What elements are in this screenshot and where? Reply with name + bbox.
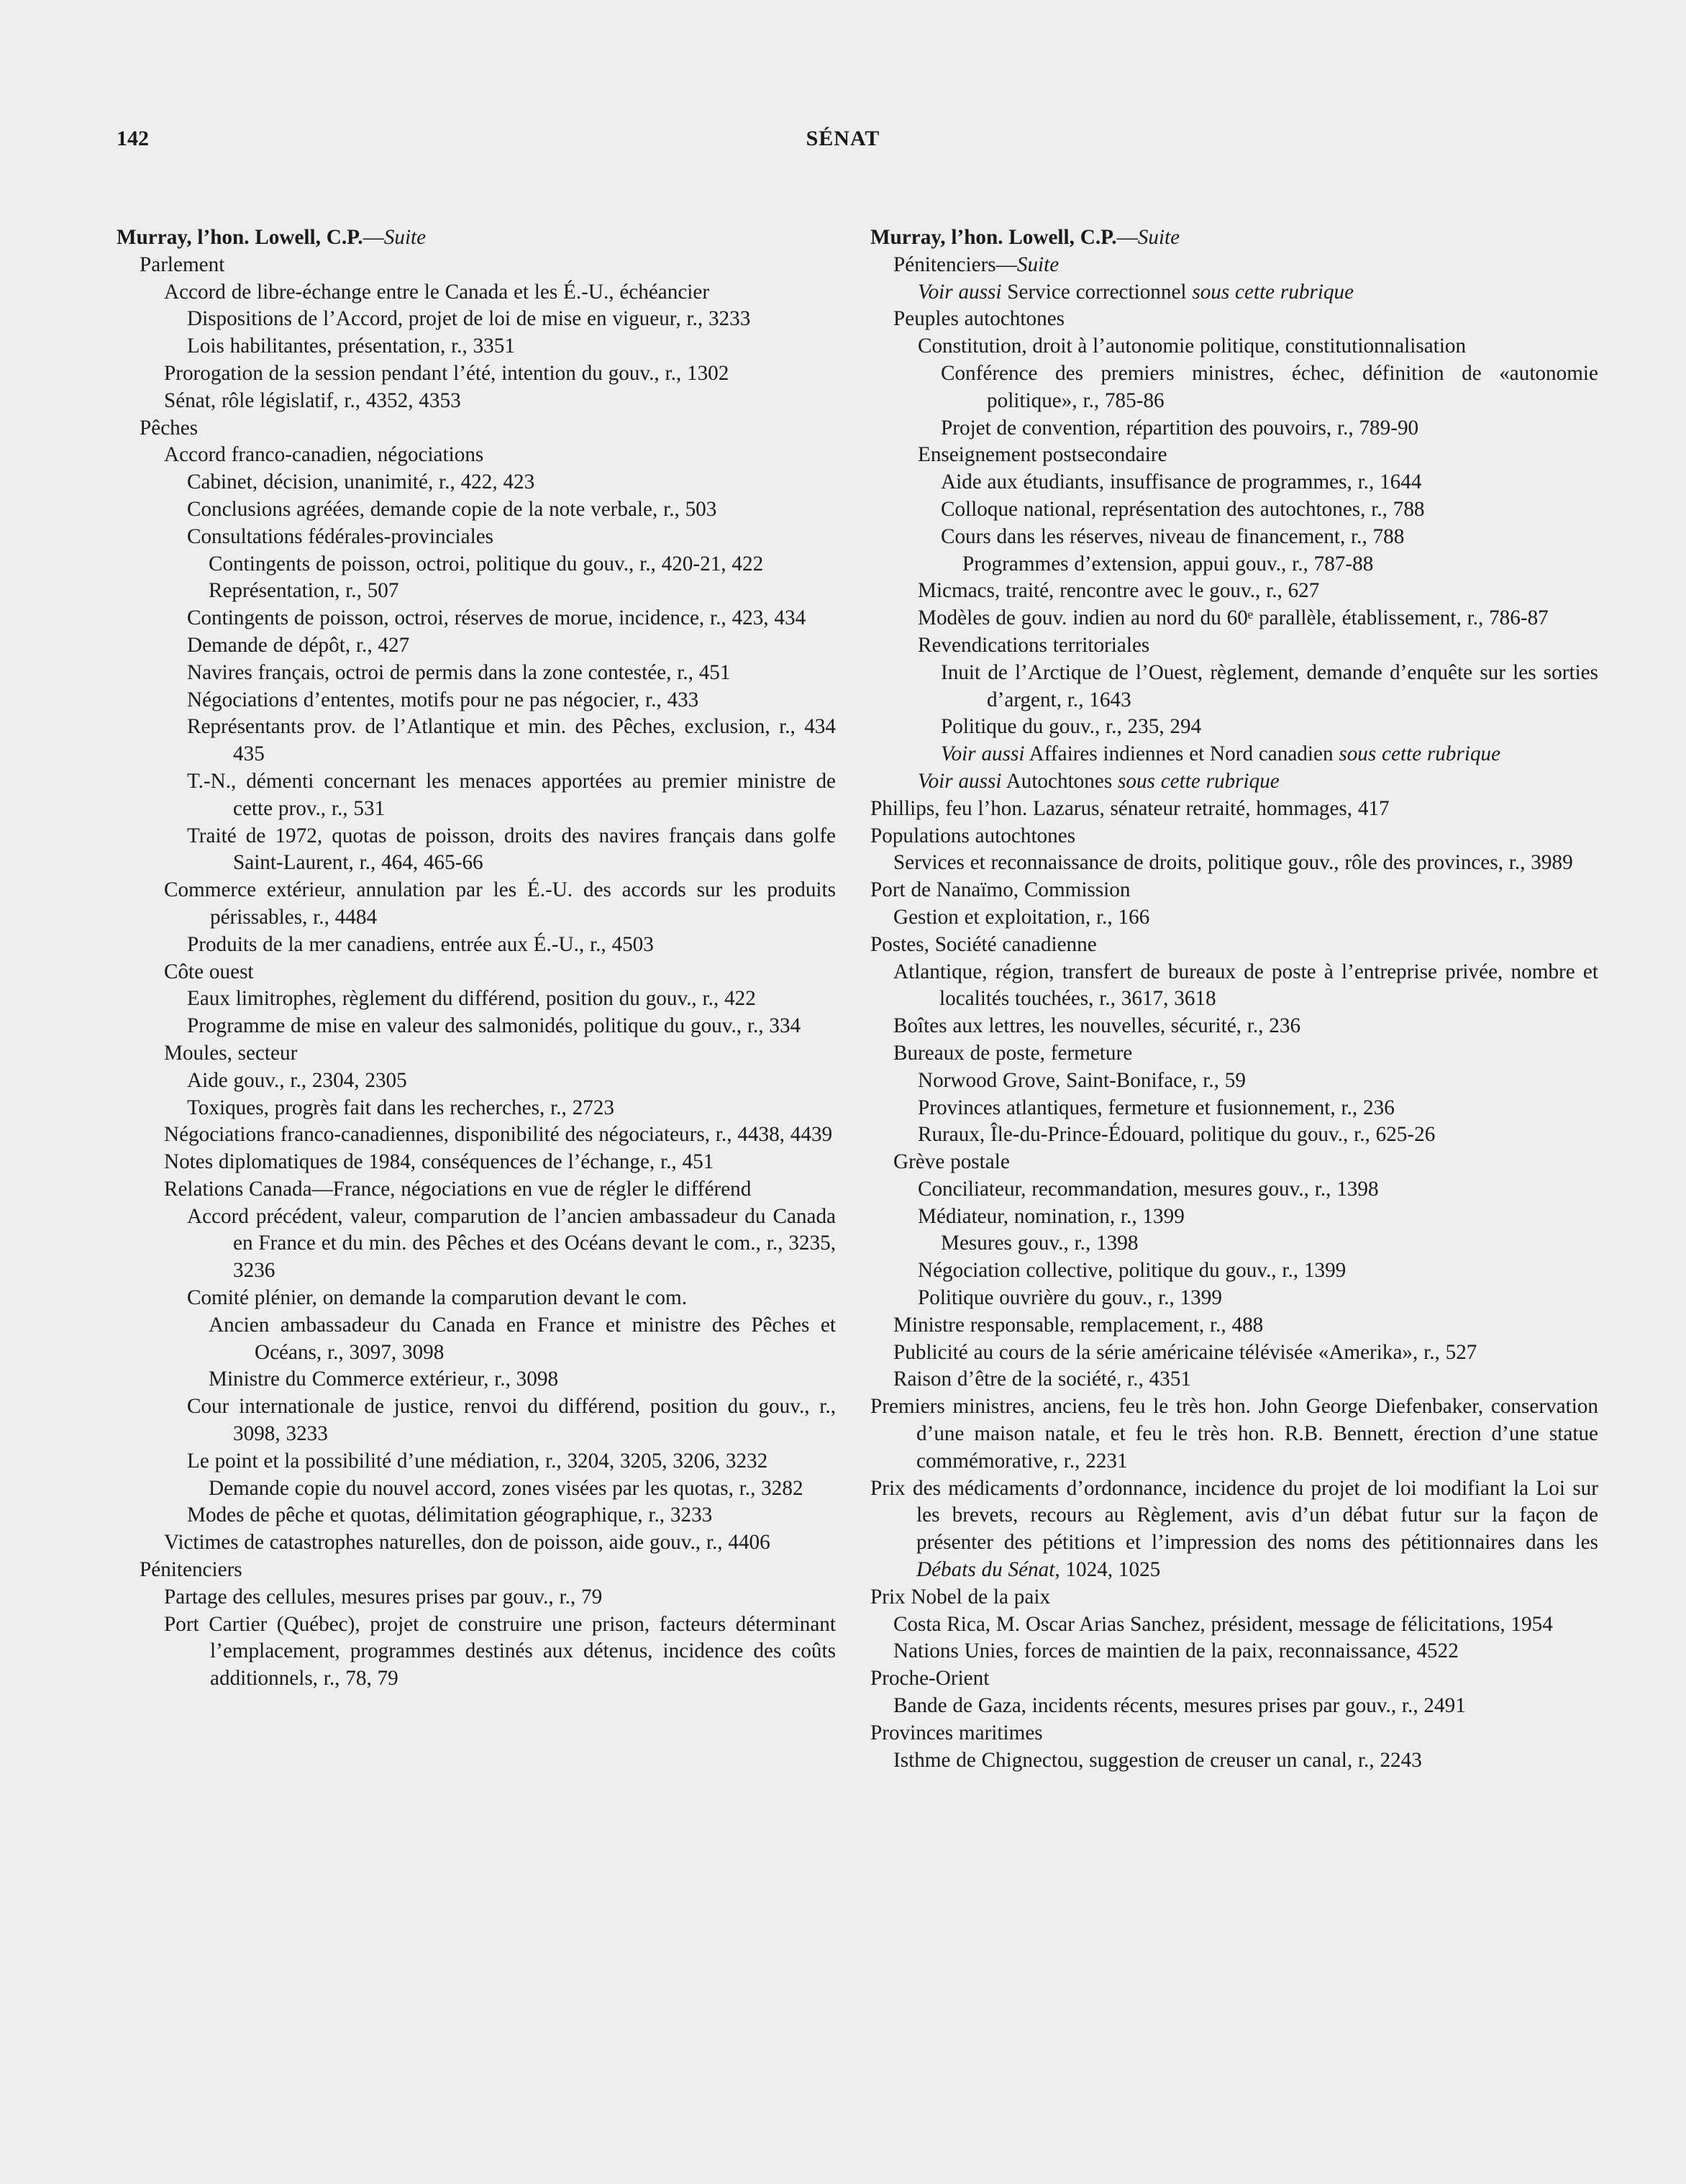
entry-text: Parlement [140,252,225,276]
entry-text: Médiateur, nomination, r., 1399 [918,1204,1185,1228]
index-entry [117,986,836,1013]
index-entry [870,442,1598,469]
entry-heading: Murray, l’hon. Lowell, C.P. [117,226,363,249]
entry-text: Navires français, octroi de permis dans la zone contestée, r., 451 [187,660,731,684]
entry-text: Ancien ambassadeur du Canada en France et ministre des Pêches et Océans, r., 3097, 3098 [209,1313,836,1364]
entry-text: Norwood Grove, Saint-Boniface, r., 59 [918,1068,1246,1092]
entry-text: Prix Nobel de la paix [870,1585,1051,1609]
entry-text: Premiers ministres, anciens, feu le très hon. John George Diefenbaker, conservation d’une maison natale, et feu le très hon. R.B. Bennett, érection d’une statue commémorative, r., 2231 [870,1395,1598,1473]
index-entry [117,823,836,878]
index-entry [870,1366,1598,1393]
index-entry [870,333,1598,360]
entry-text: Négociations d’ententes, motifs pour ne pas négocier, r., 433 [187,688,699,711]
entry-text: Projet de convention, répartition des pouvoirs, r., 789-90 [941,416,1419,440]
entry-text: Raison d’être de la société, r., 4351 [893,1368,1191,1391]
entry-italic: sous cette rubrique [1339,742,1501,766]
entry-text: Grève postale [893,1150,1010,1174]
index-entry [870,1747,1598,1775]
index-entry [117,1285,836,1312]
entry-italic: Suite [1016,252,1060,276]
index-entry [870,524,1598,551]
index-entry [870,1312,1598,1339]
index-entry [117,388,836,415]
entry-text: Affaires indiennes et Nord canadien [1024,742,1339,766]
entry-text: Partage des cellules, mesures prises par gouv., r., 79 [164,1585,603,1609]
index-entry [117,632,836,660]
entry-text: Cours dans les réserves, niveau de financement, r., 788 [941,524,1405,548]
index-entry [117,360,836,388]
entry-text: Aide aux étudiants, insuffisance de programmes, r., 1644 [941,470,1422,494]
index-entry [870,768,1598,796]
index-entry [117,224,836,252]
entry-italic: sous cette rubrique [1192,280,1354,304]
index-entry [117,1040,836,1068]
entry-text: Traité de 1972, quotas de poisson, droits des navires français dans golfe Saint-Laurent, r., 464, 465-66 [187,824,836,875]
entry-text: Programmes d’extension, appui gouv., r., 787-88 [962,552,1374,575]
entry-text: Moules, secteur [164,1041,298,1065]
index-entry [870,932,1598,959]
index-entry [870,496,1598,524]
index-entry [870,1176,1598,1204]
index-entry [870,877,1598,904]
index-entry [870,1665,1598,1693]
index-entry [117,496,836,524]
entry-italic: Débats du Sénat [916,1558,1055,1582]
page-number: 142 [117,127,149,150]
index-entry [870,1693,1598,1720]
entry-text: Modèles de gouv. indien au nord du 60ᵉ parallèle, établissement, r., 786-87 [918,606,1549,630]
index-entry [117,306,836,333]
entry-text: Bureaux de poste, fermeture [893,1041,1133,1065]
index-entry [117,1312,836,1367]
entry-text: Représentation, r., 507 [209,579,399,603]
entry-text: Service correctionnel [1001,280,1193,304]
entry-text: Cour internationale de justice, renvoi du différend, position du gouv., r., 3098, 3233 [187,1395,836,1446]
entry-italic: Suite [1137,226,1180,249]
entry-text: Provinces maritimes [870,1721,1043,1744]
entry-text: Enseignement postsecondaire [918,443,1167,467]
entry-text: Négociations franco-canadiennes, disponibilité des négociateurs, r., 4438, 4439 [164,1123,833,1147]
index-entry [870,1339,1598,1367]
entry-text: Ministre du Commerce extérieur, r., 3098 [209,1368,559,1391]
index-entry [870,714,1598,741]
index-entry [870,306,1598,333]
index-entry [870,1475,1598,1584]
entry-text: , 1024, 1025 [1054,1558,1161,1582]
entry-text: Accord précédent, valeur, comparution de l’ancien ambassadeur du Canada en France et du min. des Pêches et des Océans devant le com., r., 3235, 3236 [187,1204,836,1283]
entry-text: Port Cartier (Québec), projet de construire une prison, facteurs déterminant l’emplacement, programmes destinés aux détenus, incidence des coûts additionnels, r., 78, 79 [164,1612,836,1691]
index-entry [117,605,836,632]
entry-text: Micmacs, traité, rencontre avec le gouv., r., 627 [918,579,1320,603]
entry-text: Pénitenciers [140,1558,242,1582]
entry-text: Phillips, feu l’hon. Lazarus, sénateur retraité, hommages, 417 [870,796,1390,820]
index-entry [870,632,1598,660]
entry-text: Modes de pêche et quotas, délimitation géographique, r., 3233 [187,1503,713,1527]
entry-text: — [1116,226,1138,249]
entry-text: Provinces atlantiques, fermeture et fusionnement, r., 236 [918,1096,1395,1119]
index-entry [870,904,1598,932]
entry-text: Ruraux, Île-du-Prince-Édouard, politique du gouv., r., 625-26 [918,1123,1436,1147]
index-entry [117,252,836,279]
index-entry [117,1448,836,1475]
index-entry [870,1584,1598,1611]
index-entry [117,1366,836,1393]
entry-text: Toxiques, progrès fait dans les recherches, r., 2723 [187,1096,614,1119]
entry-text: Notes diplomatiques de 1984, conséquences de l’échange, r., 451 [164,1150,714,1174]
entry-text: Autochtones [1001,769,1118,793]
entry-text: Conférence des premiers ministres, échec, définition de «autonomie politique», r., 785-86 [941,361,1598,412]
see-also-label: Voir aussi [918,280,1002,304]
entry-text: Programme de mise en valeur des salmonidés, politique du gouv., r., 334 [187,1014,801,1038]
entry-text: — [363,226,384,249]
entry-text: Commerce extérieur, annulation par les É.-U. des accords sur les produits périssables, r., 4484 [164,878,836,929]
index-entry [870,850,1598,877]
index-entry [870,1149,1598,1176]
index-entry [117,1557,836,1584]
index-entry [870,360,1598,415]
index-entry [870,1068,1598,1095]
entry-text: Nations Unies, forces de maintien de la paix, reconnaissance, 4522 [893,1639,1459,1663]
entry-text: Boîtes aux lettres, les nouvelles, sécurité, r., 236 [893,1014,1301,1038]
entry-text: Sénat, rôle législatif, r., 4352, 4353 [164,388,461,412]
running-head [0,127,1686,163]
index-entry [117,442,836,469]
entry-text: Victimes de catastrophes naturelles, don de poisson, aide gouv., r., 4406 [164,1531,770,1555]
entry-text: Pénitenciers— [893,252,1017,276]
entry-text: Inuit de l’Arctique de l’Ouest, règlement, demande d’enquête sur les sorties d’argent, r., 1643 [941,660,1598,711]
index-entry [870,224,1598,252]
entry-text: Proche-Orient [870,1667,990,1691]
index-entry [117,1176,836,1204]
entry-text: Atlantique, région, transfert de bureaux de poste à l’entreprise privée, nombre et localités touchées, r., 3617, 3618 [893,960,1598,1011]
entry-italic: sous cette rubrique [1118,769,1280,793]
entry-text: Gestion et exploitation, r., 166 [893,905,1150,929]
index-entry [117,1149,836,1176]
index-entry [117,469,836,496]
index-entry [870,1257,1598,1285]
entry-text: Contingents de poisson, octroi, politique du gouv., r., 420-21, 422 [209,552,764,575]
entry-text: Politique du gouv., r., 235, 294 [941,715,1202,739]
index-entry [117,687,836,714]
index-entry [870,660,1598,714]
index-entry [870,252,1598,279]
entry-text: T.-N., démenti concernant les menaces apportées au premier ministre de cette prov., r., 531 [187,769,836,820]
index-entry [870,1013,1598,1040]
index-entry [117,551,836,578]
entry-heading: Murray, l’hon. Lowell, C.P. [870,226,1117,249]
entry-text: Isthme de Chignectou, suggestion de creuser un canal, r., 2243 [893,1748,1422,1772]
index-entry [117,1611,836,1693]
index-entry [870,551,1598,578]
entry-text: Politique ouvrière du gouv., r., 1399 [918,1286,1222,1310]
entry-text: Contingents de poisson, octroi, réserves de morue, incidence, r., 423, 434 [187,606,806,630]
index-entry [870,1285,1598,1312]
index-entry [117,1121,836,1149]
entry-text: Conclusions agréées, demande copie de la note verbale, r., 503 [187,497,717,521]
index-entry [870,605,1598,632]
index-entry [870,1095,1598,1122]
entry-text: Populations autochtones [870,824,1076,847]
index-entry [870,1720,1598,1747]
index-entry [117,524,836,551]
running-title: SÉNAT [806,127,880,150]
index-entry [870,1611,1598,1639]
index-entry [870,823,1598,850]
index-entry [870,469,1598,496]
entry-text: Peuples autochtones [893,307,1065,331]
entry-text: Pêches [140,416,199,440]
entry-text: Représentants prov. de l’Atlantique et min. des Pêches, exclusion, r., 434 435 [187,715,836,766]
left-column [117,224,836,1693]
entry-text: Consultations fédérales-provinciales [187,524,494,548]
index-entry [870,1230,1598,1257]
entry-text: Port de Nanaïmo, Commission [870,878,1131,902]
index-entry [870,741,1598,768]
index-entry [117,959,836,986]
index-entry [870,959,1598,1014]
entry-text: Prorogation de la session pendant l’été, intention du gouv., r., 1302 [164,361,729,385]
index-entry [117,1529,836,1557]
entry-text: Demande de dépôt, r., 427 [187,633,410,657]
index-entry [117,578,836,605]
index-entry [117,333,836,360]
entry-text: Conciliateur, recommandation, mesures gouv., r., 1398 [918,1177,1379,1201]
index-entry [870,1040,1598,1068]
index-entry [870,1638,1598,1665]
entry-text: Constitution, droit à l’autonomie politique, constitutionnalisation [918,335,1467,358]
index-entry [117,768,836,823]
entry-text: Aide gouv., r., 2304, 2305 [187,1068,407,1092]
index-entry [117,1475,836,1503]
entry-text: Eaux limitrophes, règlement du différend, position du gouv., r., 422 [187,987,756,1011]
index-entry [117,877,836,932]
entry-text: Demande copie du nouvel accord, zones visées par les quotas, r., 3282 [209,1476,803,1500]
index-entry [117,1095,836,1122]
index-entry [117,1502,836,1529]
entry-text: Publicité au cours de la série américaine télévisée «Amerika», r., 527 [893,1340,1477,1364]
index-entry [870,415,1598,442]
right-column [870,224,1598,1774]
index-entry [870,279,1598,306]
index-entry [117,932,836,959]
index-entry [870,578,1598,605]
entry-text: Côte ouest [164,960,254,983]
entry-text: Bande de Gaza, incidents récents, mesures prises par gouv., r., 2491 [893,1694,1466,1718]
entry-text: Prix des médicaments d’ordonnance, incidence du projet de loi modifiant la Loi sur les brevets, recours au Règlement, avis d’un débat futur sur la façon de présenter des pétitions et l’impression des noms des pétitionnaires dans les [870,1476,1598,1555]
entry-text: Comité plénier, on demande la comparution devant le com. [187,1286,688,1310]
index-entry [870,796,1598,823]
index-entry [117,714,836,768]
entry-text: Cabinet, décision, unanimité, r., 422, 423 [187,470,535,494]
entry-text: Lois habilitantes, présentation, r., 3351 [187,335,515,358]
entry-italic: Suite [383,226,427,249]
entry-text: Produits de la mer canadiens, entrée aux É.-U., r., 4503 [187,932,654,956]
entry-text: Revendications territoriales [918,633,1150,657]
entry-text: Mesures gouv., r., 1398 [941,1232,1139,1255]
see-also-label: Voir aussi [941,742,1025,766]
index-entry [117,1584,836,1611]
index-entry [117,279,836,306]
entry-text: Relations Canada—France, négociations en vue de régler le différend [164,1177,752,1201]
entry-text: Postes, Société canadienne [870,932,1097,956]
index-entry [117,415,836,442]
entry-text: Ministre responsable, remplacement, r., 488 [893,1313,1264,1337]
index-entry [870,1393,1598,1475]
entry-text: Négociation collective, politique du gouv., r., 1399 [918,1259,1346,1283]
index-entry [117,1013,836,1040]
index-entry [117,1393,836,1448]
entry-text: Le point et la possibilité d’une médiation, r., 3204, 3205, 3206, 3232 [187,1449,768,1473]
index-entry [870,1121,1598,1149]
entry-text: Colloque national, représentation des autochtones, r., 788 [941,497,1425,521]
index-entry [117,1204,836,1285]
index-entry [117,660,836,687]
entry-text: Services et reconnaissance de droits, politique gouv., rôle des provinces, r., 3989 [893,851,1573,875]
index-entry [870,1204,1598,1231]
see-also-label: Voir aussi [918,769,1002,793]
entry-text: Dispositions de l’Accord, projet de loi de mise en vigueur, r., 3233 [187,307,751,331]
entry-text: Accord de libre-échange entre le Canada et les É.-U., échéancier [164,280,710,304]
entry-text: Costa Rica, M. Oscar Arias Sanchez, président, message de félicitations, 1954 [893,1612,1553,1636]
entry-text: Accord franco-canadien, négociations [164,443,484,467]
index-entry [117,1068,836,1095]
